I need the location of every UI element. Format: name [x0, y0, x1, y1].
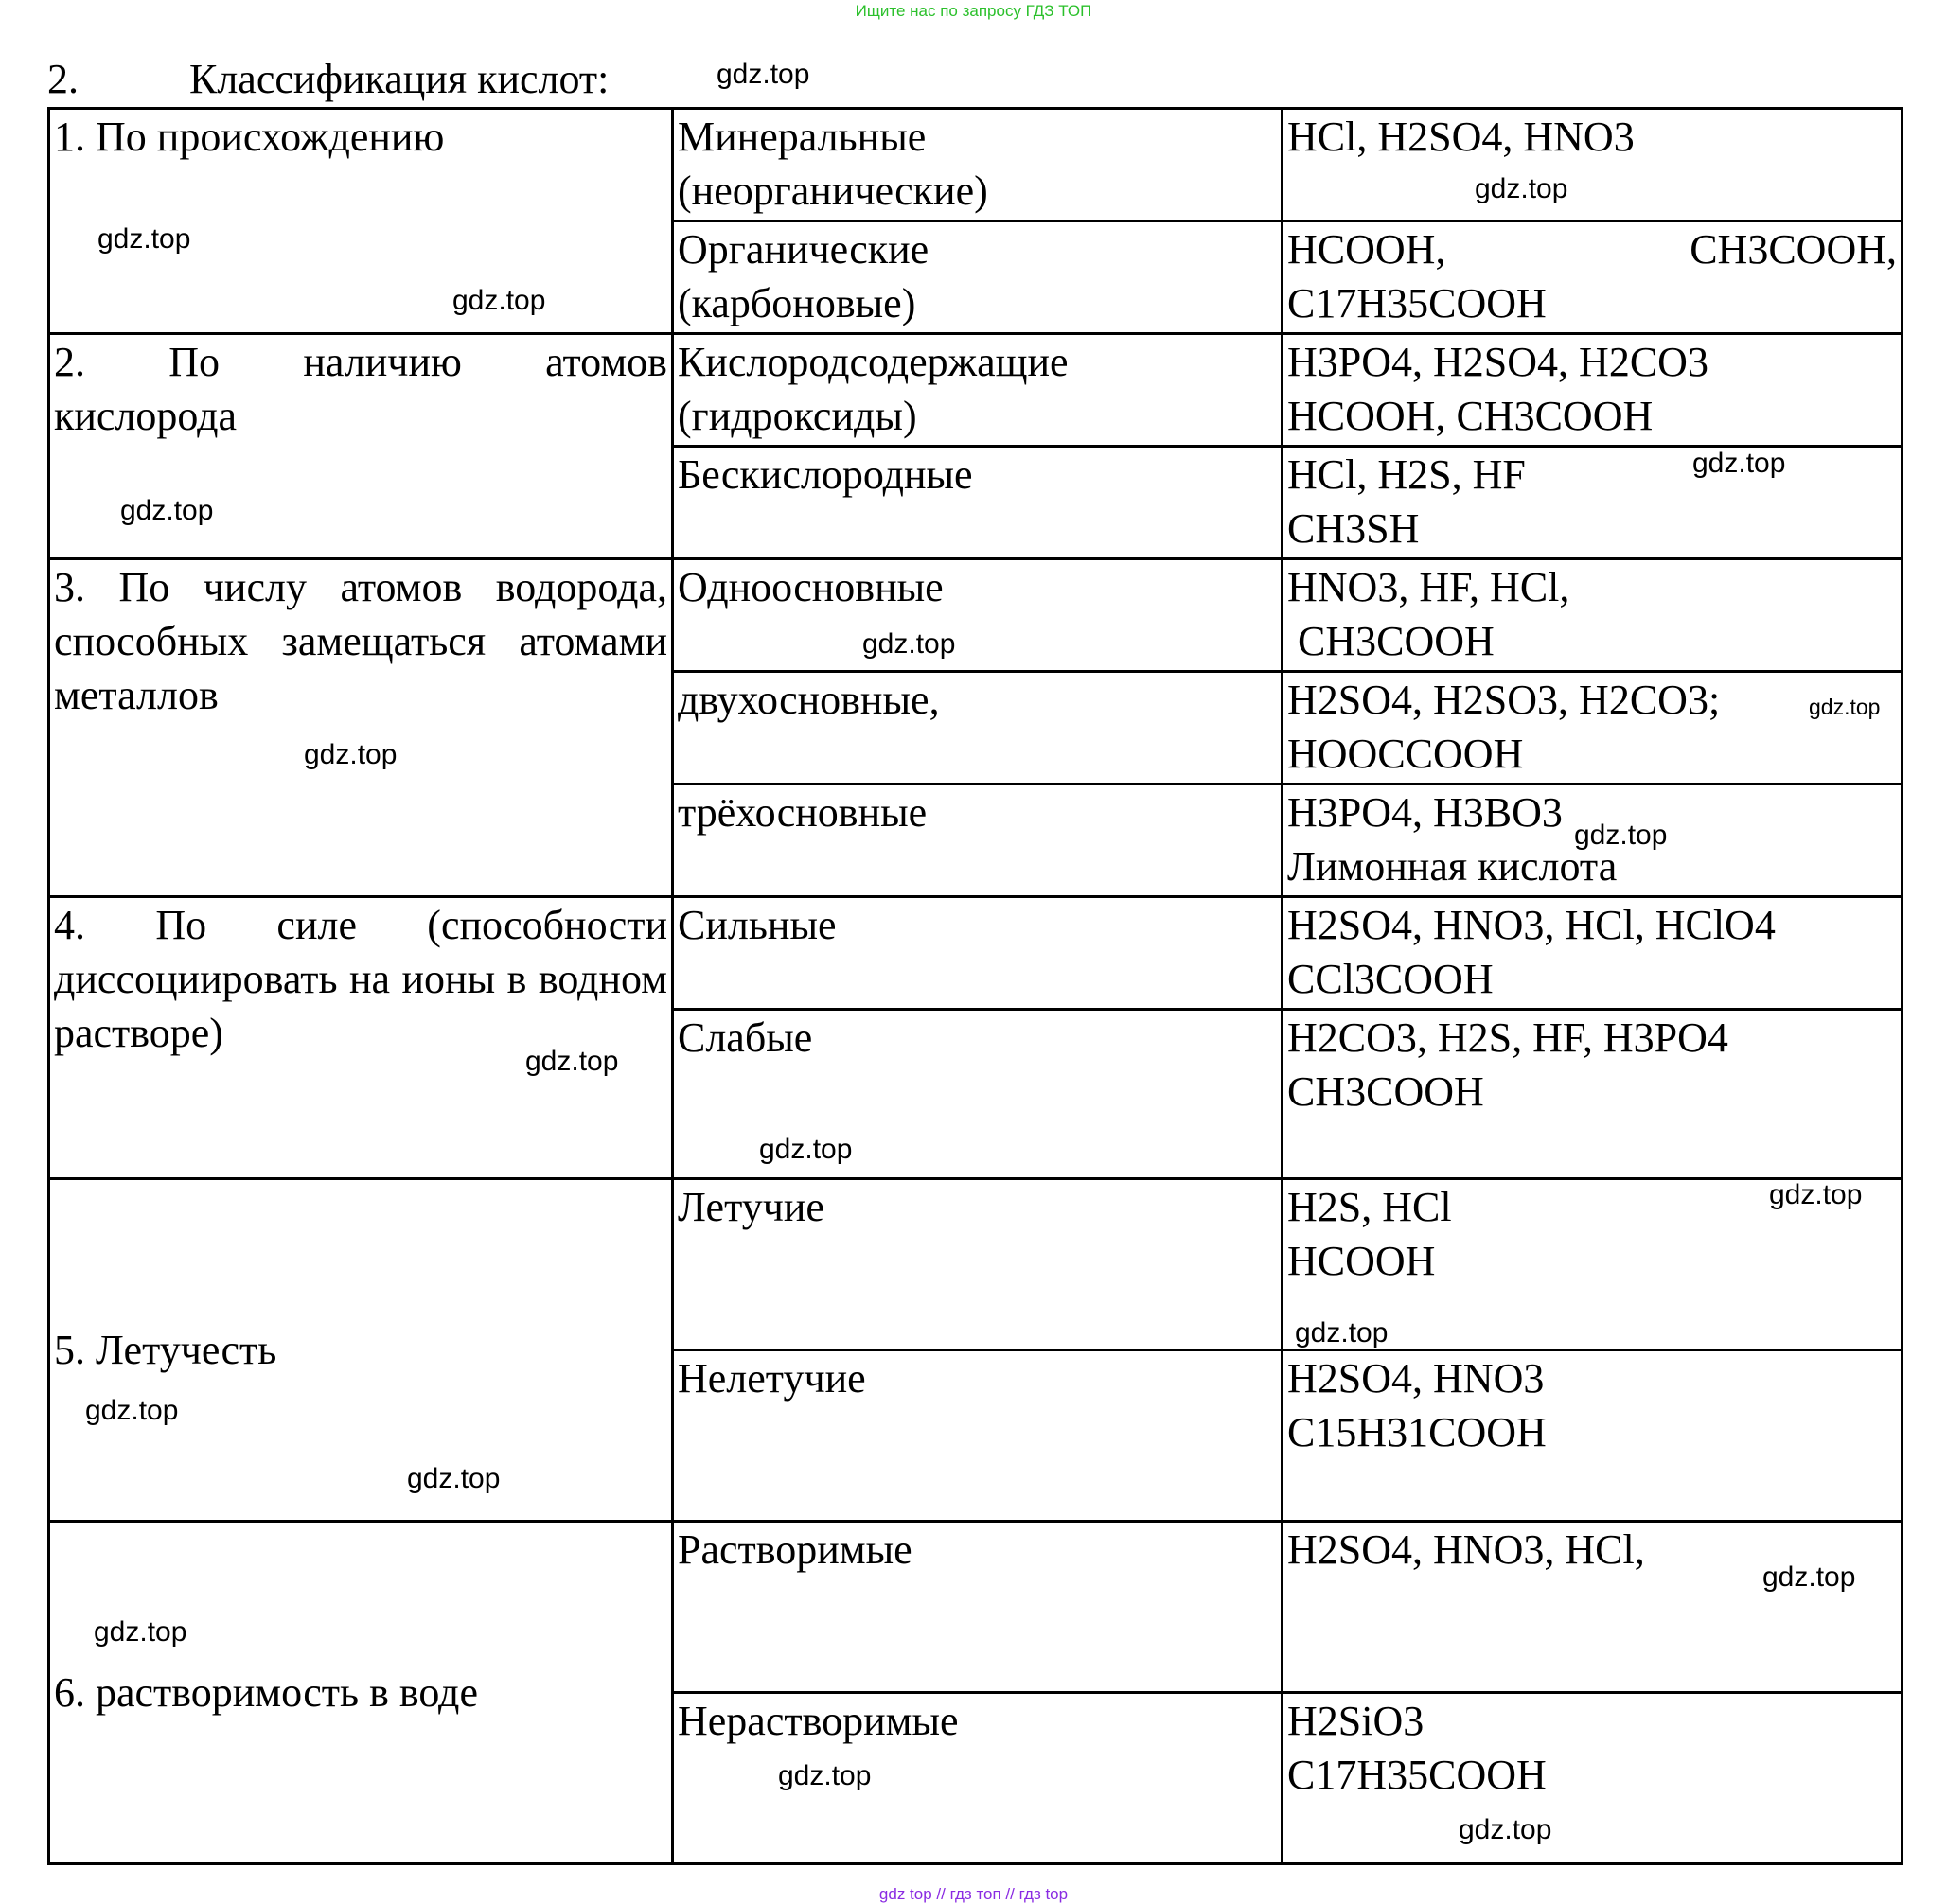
type-cell: Летучие [673, 1179, 1283, 1350]
classification-table [47, 107, 1903, 1865]
type-cell: Сильные [673, 897, 1283, 1010]
table-row [49, 559, 1903, 672]
watermark: gdz.top [304, 739, 398, 770]
section-title: Классификация кислот: [189, 56, 610, 102]
table-row [49, 1179, 1903, 1350]
examples-cell: HCOOH, CH3COOH, C17H35COOH [1283, 221, 1903, 334]
category-cell: 6. растворимость в воде [49, 1522, 673, 1864]
table-row [49, 897, 1903, 1010]
top-banner: Ищите нас по запросу ГДЗ ТОП [855, 2, 1092, 20]
table-row [49, 1522, 1903, 1693]
category-cell: 1. По происхождению [49, 109, 673, 334]
examples-cell: HCl, H2S, HF CH3SH [1283, 447, 1903, 559]
type-cell: Одноосновные [673, 559, 1283, 672]
examples-cell: H2SO4, H2SO3, H2CO3; HOOCCOOH [1283, 672, 1903, 785]
category-cell: 4. По силе (способности диссоциировать на ионы в водном растворе) [49, 897, 673, 1179]
category-cell: 5. Летучесть [49, 1179, 673, 1522]
watermark: gdz.top [407, 1463, 501, 1494]
watermark: gdz.top [759, 1134, 853, 1165]
examples-cell: H2CO3, H2S, HF, H3PO4 CH3COOH [1283, 1010, 1903, 1179]
watermark: gdz.top [1809, 695, 1881, 719]
footer: gdz top // гдз топ // гдз top [878, 1885, 1069, 1903]
category-cell: 3. По числу атомов водорода, способных замещаться атомами металлов [49, 559, 673, 897]
type-cell: Слабые [673, 1010, 1283, 1179]
examples-cell: H3PO4, H3BO3 Лимонная кислота [1283, 785, 1903, 897]
watermark: gdz.top [94, 1616, 187, 1648]
type-cell: Нелетучие [673, 1350, 1283, 1522]
examples-cell: H2SiO3 C17H35COOH [1283, 1693, 1903, 1864]
watermark: gdz.top [1475, 173, 1568, 204]
examples-cell: H2SO4, HNO3 C15H31COOH [1283, 1350, 1903, 1522]
watermark: gdz.top [85, 1395, 179, 1426]
examples-cell: HCl, H2SO4, HNO3 [1283, 109, 1903, 221]
page-title [47, 55, 609, 103]
watermark: gdz.top [778, 1760, 872, 1791]
examples-cell: H2S, HCl HCOOH [1283, 1179, 1903, 1350]
type-cell: двухосновные, [673, 672, 1283, 785]
watermark: gdz.top [862, 628, 956, 660]
section-number: 2. [47, 56, 79, 102]
watermark: gdz.top [1574, 820, 1668, 851]
type-cell: Нерастворимые [673, 1693, 1283, 1864]
watermark: gdz.top [1692, 448, 1786, 479]
examples-cell: H3PO4, H2SO4, H2CO3 HCOOH, CH3COOH [1283, 334, 1903, 447]
watermark: gdz.top [717, 59, 810, 90]
type-cell: Органические (карбоновые) [673, 221, 1283, 334]
watermark: gdz.top [452, 285, 546, 316]
watermark: gdz.top [120, 495, 214, 526]
examples-cell: HNO3, HF, HCl, CH3COOH [1283, 559, 1903, 672]
watermark: gdz.top [1459, 1814, 1552, 1845]
type-cell: трёхосновные [673, 785, 1283, 897]
table-row [49, 109, 1903, 221]
type-cell: Кислородсодержащие (гидроксиды) [673, 334, 1283, 447]
watermark: gdz.top [1762, 1561, 1856, 1593]
examples-cell: H2SO4, HNO3, HCl, [1283, 1522, 1903, 1693]
type-cell: Бескислородные [673, 447, 1283, 559]
type-cell: Растворимые [673, 1522, 1283, 1693]
examples-cell: H2SO4, HNO3, HCl, HClO4 CCl3COOH [1283, 897, 1903, 1010]
type-cell: Минеральные (неорганические) [673, 109, 1283, 221]
table-row [49, 334, 1903, 447]
watermark: gdz.top [1769, 1179, 1863, 1210]
category-cell: 2. По наличию атомов кислорода [49, 334, 673, 559]
watermark: gdz.top [1295, 1317, 1389, 1349]
watermark: gdz.top [525, 1046, 619, 1077]
watermark: gdz.top [97, 223, 191, 255]
